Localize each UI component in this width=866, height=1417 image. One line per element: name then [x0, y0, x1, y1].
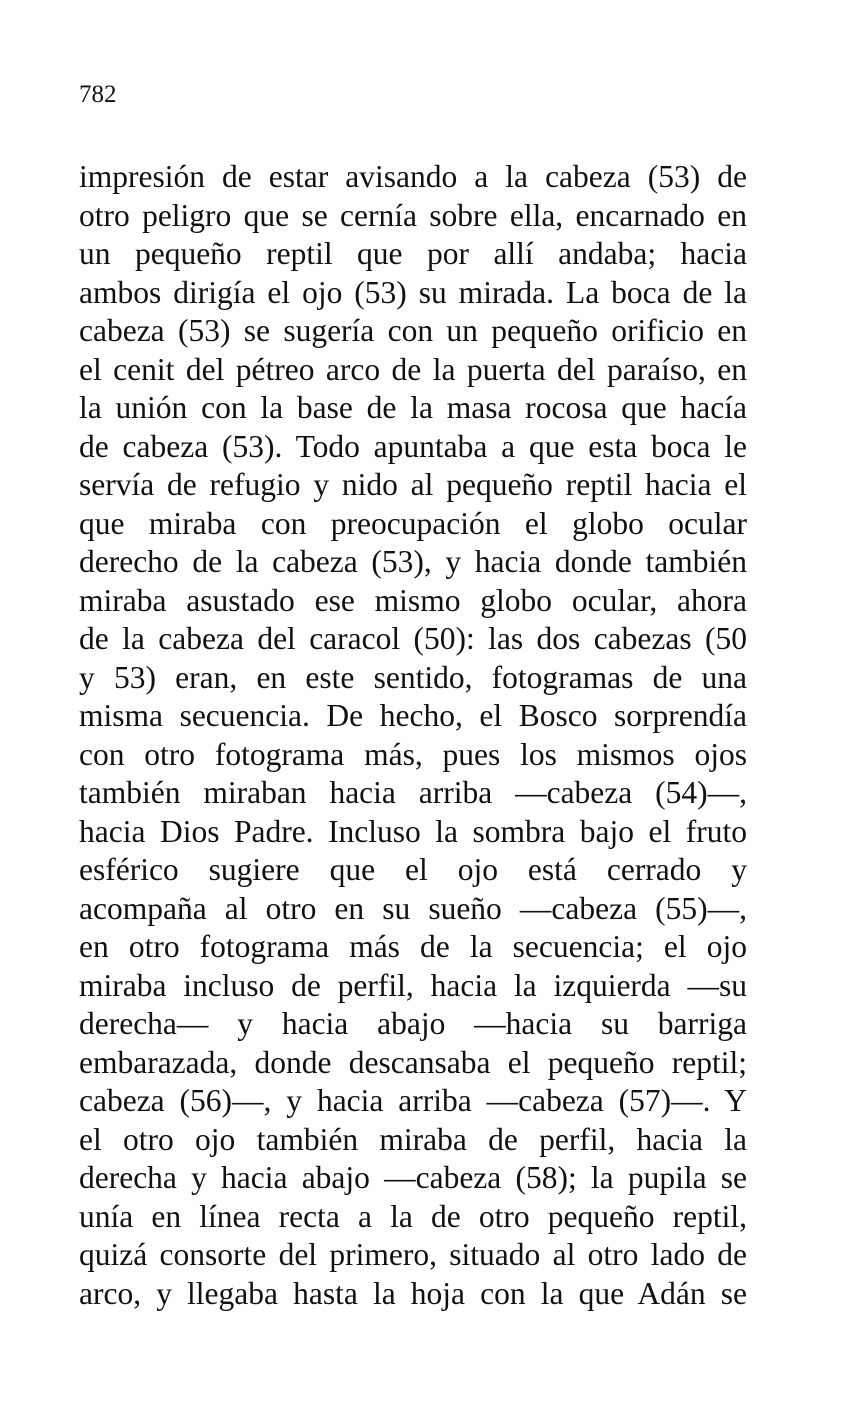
text-line: derecho de la cabeza (53), y hacia donde también [79, 544, 747, 579]
text-line: unía en línea recta a la de otro pequeño reptil, [79, 1198, 747, 1234]
text-line: servía de refugio y nido al pequeño reptil hacia el [79, 467, 747, 502]
text-line: derecha y hacia abajo —cabeza (58); la pupila se [79, 1160, 747, 1195]
text-line: cabeza (53) se sugería con un pequeño orificio en [79, 313, 747, 348]
text-line: impresión de estar avisando a la cabeza (53) de [79, 159, 747, 194]
text-line: en otro fotograma más de la secuencia; el ojo [79, 929, 747, 964]
text-line: cabeza (56)—, y hacia arriba —cabeza (57)—. Y [79, 1083, 747, 1118]
text-line: que miraba con preocupación el globo ocular [79, 505, 747, 541]
text-line: miraba asustado ese mismo globo ocular, ahora [79, 582, 747, 618]
text-line: el otro ojo también miraba de perfil, hacia la [79, 1121, 747, 1157]
text-line: otro peligro que se cernía sobre ella, encarnado en [79, 197, 747, 233]
text-line: arco, y llegaba hasta la hoja con la que Adán se [79, 1275, 747, 1311]
text-line: un pequeño reptil que por allí andaba; hacia [79, 236, 747, 271]
text-line: con otro fotograma más, pues los mismos ojos [79, 736, 747, 772]
text-line: la unión con la base de la masa rocosa que hacía [79, 390, 747, 425]
text-line: ambos dirigía el ojo (53) su mirada. La boca de la [79, 274, 747, 310]
text-line: también miraban hacia arriba —cabeza (54)—, [79, 775, 747, 810]
text-line: embarazada, donde descansaba el pequeño reptil; [79, 1044, 747, 1080]
page-number: 782 [79, 81, 117, 108]
text-line: de cabeza (53). Todo apuntaba a que esta boca le [79, 428, 747, 464]
text-line: hacia Dios Padre. Incluso la sombra bajo el fruto [79, 813, 747, 849]
text-line: misma secuencia. De hecho, el Bosco sorprendía [79, 698, 747, 733]
text-line: quizá consorte del primero, situado al otro lado de [79, 1237, 747, 1272]
text-line: derecha— y hacia abajo —hacia su barriga [79, 1006, 747, 1041]
text-line: esférico sugiere que el ojo está cerrado y [79, 852, 747, 887]
text-line: acompaña al otro en su sueño —cabeza (55)—, [79, 890, 747, 926]
text-line: de la cabeza del caracol (50): las dos cabezas (50 [79, 621, 747, 656]
body-text [79, 158, 747, 1313]
text-line: miraba incluso de perfil, hacia la izquierda —su [79, 967, 747, 1003]
text-line: y 53) eran, en este sentido, fotogramas de una [79, 659, 747, 695]
text-line: el cenit del pétreo arco de la puerta del paraíso, en [79, 351, 747, 387]
